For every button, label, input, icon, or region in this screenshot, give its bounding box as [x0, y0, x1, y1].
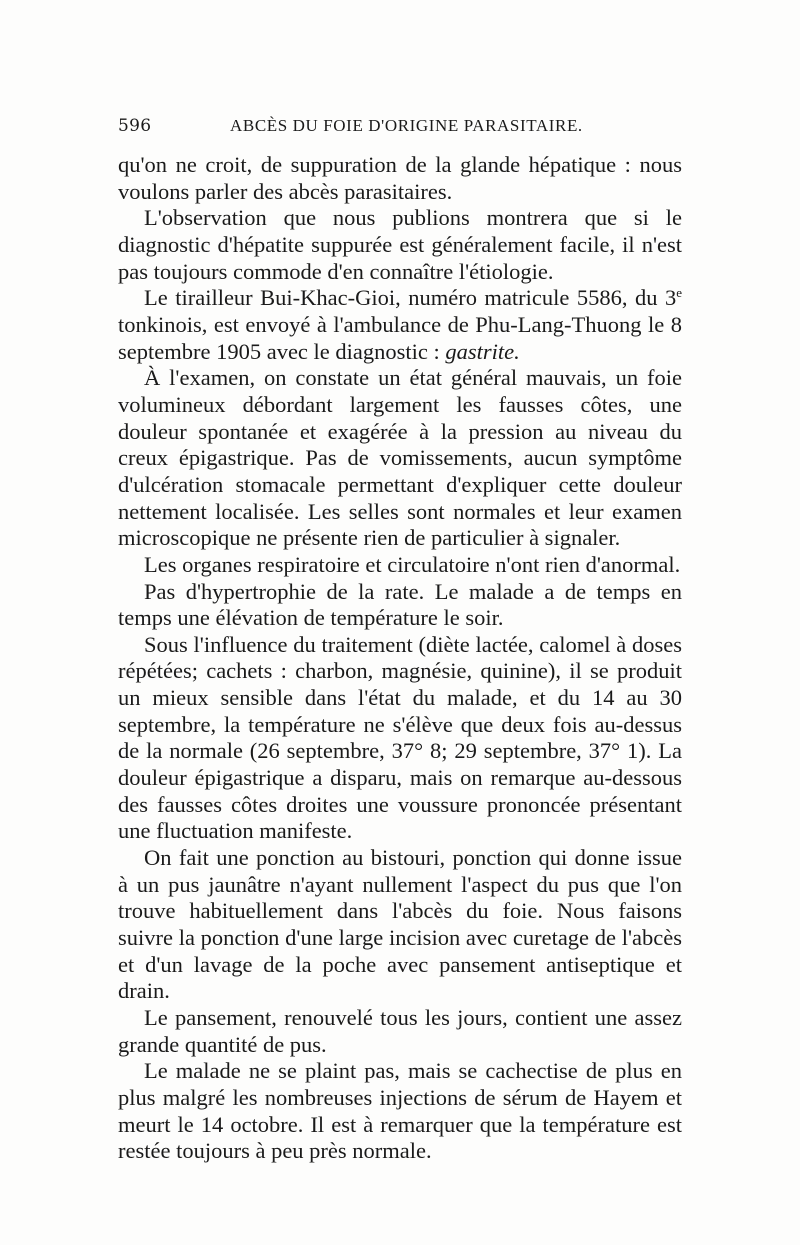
paragraph-puncture: On fait une ponction au bistouri, ponction qui donne issue à un pus jaunâtre n'ayant nullement l'aspect du pus que l'on trouve habituellement dans l'abcès du foie. Nous faisons suivre la ponction d'une large incision avec curetage de l'abcès et d'un lavage de la poche avec pansement antiseptique et drain. [118, 845, 682, 1004]
paragraph-continuation: qu'on ne croit, de suppuration de la glande hépatique : nous voulons parler des abcès parasitaires. [118, 152, 682, 204]
body-text [118, 152, 682, 1165]
patient-text-b: tonkinois, est envoyé à l'ambulance de Phu-Lang-Thuong le 8 septembre 1905 avec le diagnostic : [118, 311, 682, 364]
paragraph-treatment: Sous l'influence du traitement (diète lactée, calomel à doses répétées; cachets : charbon, magnésie, quinine), il se produit un mieux sensible dans l'état du malade, et du 14 au 30 septembre, la température ne s'élève que deux fois au-dessus de la normale (26 septembre, 37° 8; 29 septembre, 37° 1). La douleur épigastrique a disparu, mais on remarque au-dessous des fausses côtes droites une voussure prononcée présentant une fluctuation manifeste. [118, 631, 682, 844]
running-title: ABCÈS DU FOIE D'ORIGINE PARASITAIRE. [230, 116, 583, 135]
paragraph-examination: À l'examen, on constate un état général mauvais, un foie volumineux débordant largement les fausses côtes, une douleur spontanée et exagérée à la pression au niveau du creux épigastrique. Pas de vomissements, aucun symptôme d'ulcération stomacale permettant d'expliquer cette douleur nettement localisée. Les selles sont normales et leur examen microscopique ne présente rien de particulier à signaler. [118, 365, 682, 551]
paragraph-patient-admission [118, 285, 682, 365]
paragraph-spleen: Pas d'hypertrophie de la rate. Le malade a de temps en temps une élévation de température le soir. [118, 578, 682, 631]
ordinal-superscript: e [676, 285, 682, 301]
paragraph-dressing: Le pansement, renouvelé tous les jours, contient une assez grande quantité de pus. [118, 1005, 682, 1057]
paragraph-outcome: Le malade ne se plaint pas, mais se cachectise de plus en plus malgré les nombreuses injections de sérum de Hayem et meurt le 14 octobre. Il est à remarquer que la température est restée toujours à peu près normale. [118, 1058, 682, 1164]
running-head [118, 116, 680, 140]
paragraph-organs: Les organes respiratoire et circulatoire n'ont rien d'anormal. [144, 551, 681, 577]
page-number: 596 [118, 116, 152, 136]
patient-text-a: Le tirailleur Bui-Khac-Gioi, numéro matricule 5586, du 3 [144, 285, 677, 311]
diagnosis-italic: gastrite. [445, 338, 520, 364]
paragraph-observation-intro: L'observation que nous publions montrera que si le diagnostic d'hépatite suppurée est généralement facile, il n'est pas toujours commode d'en connaître l'étiologie. [118, 205, 682, 284]
